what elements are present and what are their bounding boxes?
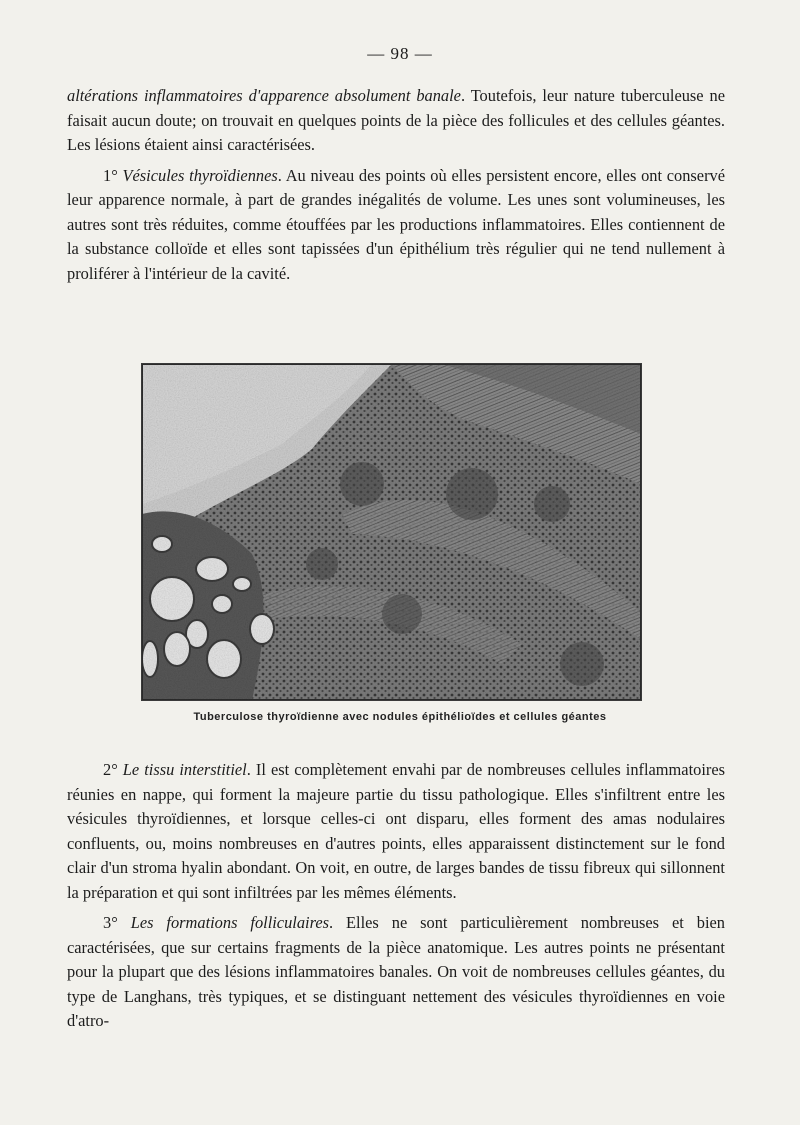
text-block-upper — [67, 84, 725, 286]
paragraph-vesicules — [67, 164, 725, 287]
page-number: — 98 — — [367, 44, 433, 63]
paragraph-body: . Elles ne sont particulièrement nombreuses et bien caractérisées, que sur certains fragments de la pièce anatomique. Les autres points ne présentant pour la plupart que des lésions inflammatoires banales. On voit de nombreuses cellules géantes, du type de Langhans, très typiques, et se distinguant nettement des vésicules thyroïdiennes en voie d'atro- — [67, 913, 725, 1030]
paragraph-title: Les formations folliculaires — [130, 913, 329, 932]
intro-italic-lead: altérations inflammatoires d'apparence absolument banale — [67, 86, 461, 105]
intro-text: . Toutefois, leur nature tuberculeuse ne faisait aucun doute; on trouvait en quelques points de la pièce des follicules et des cellules géantes. Les lésions étaient ainsi caractérisées. — [67, 86, 725, 154]
paragraph-body: . Au niveau des points où elles persistent encore, elles ont conservé leur apparence normale, à part de grandes inégalités de volume. Les unes sont volumineuses, les autres sont très réduites, comme étouffées par les productions inflammatoires. Elles contiennent de la substance colloïde et elles sont tapissées d'un épithélium très régulier qui ne tend nullement à proliférer à l'intérieur de la cavité. — [67, 165, 726, 283]
paragraph-title: Vésicules thyroïdiennes — [122, 165, 278, 185]
micrograph-image — [142, 364, 641, 700]
text-block-lower — [67, 758, 725, 1034]
paragraph-title: Le tissu interstitiel — [122, 760, 247, 779]
paragraph-number: 1° — [103, 165, 118, 185]
paragraph-number: 3° — [103, 913, 118, 932]
paragraph-number: 2° — [103, 760, 118, 779]
figure-caption: Tuberculose thyroïdienne avec nodules épithélioïdes et cellules géantes — [193, 711, 607, 723]
histology-figure — [141, 363, 642, 701]
intro-paragraph — [67, 84, 725, 158]
paragraph-formations-folliculaires — [67, 911, 725, 1034]
paragraph-tissu-interstitiel — [67, 758, 725, 905]
paragraph-body: . Il est complètement envahi par de nombreuses cellules inflammatoires réunies en nappe, qui forment la majeure partie du tissu pathologique. Elles s'infiltrent entre les vésicules thyroïdiennes, et lorsque celles-ci ont disparu, elles forment des amas nodulaires confluents, ou, moins nombreuses en d'autres points, elles apparaissent distinctement sur le fond clair d'un stroma hyalin abondant. On voit, en outre, de larges bandes de tissu fibreux qui sillonnent la préparation et qui sont infiltrées par les mêmes éléments. — [67, 760, 725, 902]
